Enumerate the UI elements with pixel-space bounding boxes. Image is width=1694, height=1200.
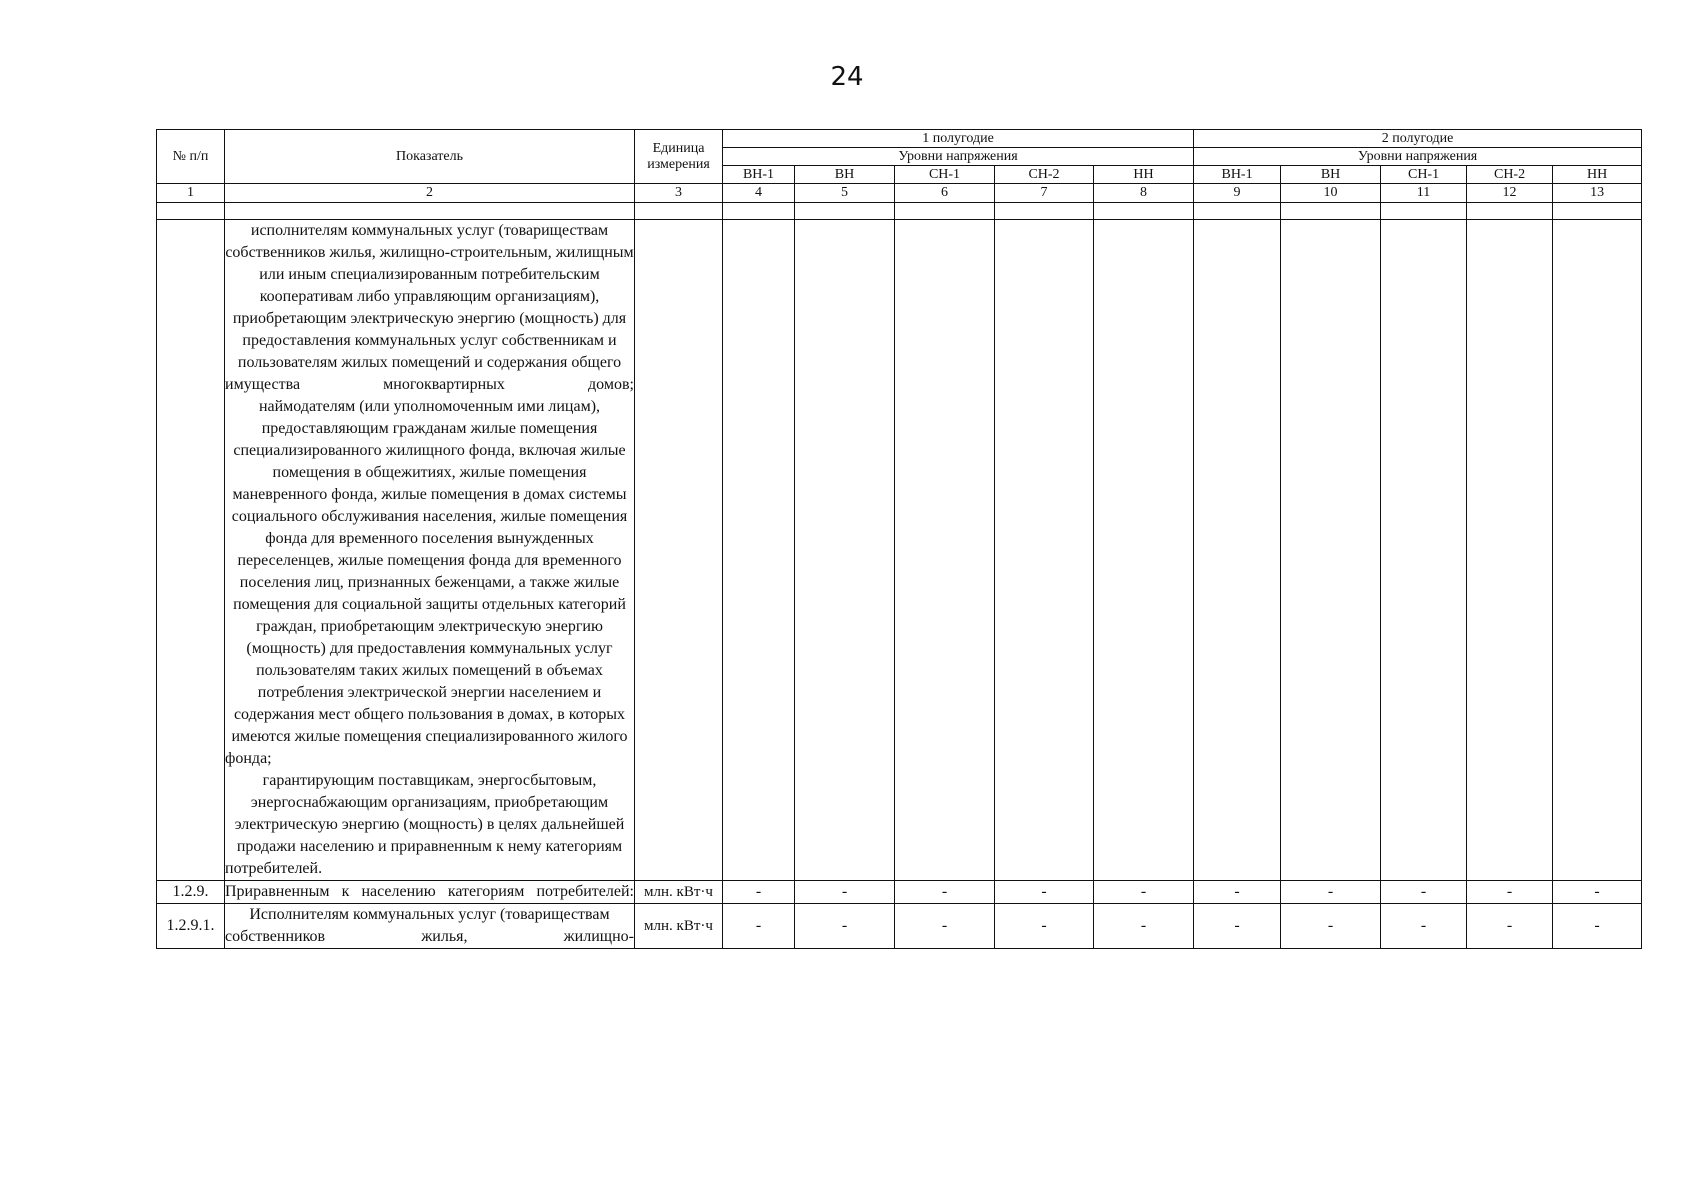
column-number: 13: [1553, 184, 1642, 203]
value-cell: -: [1094, 881, 1194, 904]
row-indicator: Исполнителям коммунальных услуг (товариществам собственников жилья, жилищно-: [225, 904, 635, 949]
row-code: 1.2.9.1.: [157, 904, 225, 949]
value-cell: -: [795, 881, 895, 904]
row-indicator: Приравненным к населению категориям потребителей:: [225, 881, 635, 904]
header-level: СН-2: [1467, 166, 1553, 184]
header-level: ВН-1: [723, 166, 795, 184]
header-half-2: 2 полугодие: [1194, 130, 1642, 148]
value-cell: -: [995, 904, 1094, 949]
row-code: 1.2.9.: [157, 881, 225, 904]
value-cell: -: [1381, 881, 1467, 904]
value-cell: -: [1281, 904, 1381, 949]
header-level: ВН-1: [1194, 166, 1281, 184]
row-unit: млн. кВт·ч: [635, 881, 723, 904]
column-number: 10: [1281, 184, 1381, 203]
header-level: ВН: [1281, 166, 1381, 184]
header-level: НН: [1094, 166, 1194, 184]
column-number: 11: [1381, 184, 1467, 203]
value-cell: -: [1281, 881, 1381, 904]
code-cell: [157, 220, 225, 881]
value-cell: -: [795, 904, 895, 949]
header-voltage-levels-2: Уровни напряжения: [1194, 148, 1642, 166]
header-level: СН-2: [995, 166, 1094, 184]
value-cell: -: [723, 881, 795, 904]
column-number: 5: [795, 184, 895, 203]
indicator-paragraph: гарантирующим поставщикам, энергосбытовым, энергоснабжающим организациям, приобретающим электрическую энергию (мощность) в целях дальнейшей продажи населению и приравненным к нему категориям потребителей.: [225, 772, 625, 877]
header-level: СН-1: [1381, 166, 1467, 184]
header-level: СН-1: [895, 166, 995, 184]
value-cell: -: [895, 881, 995, 904]
value-cell: -: [1467, 904, 1553, 949]
header-level: ВН: [795, 166, 895, 184]
column-number: 3: [635, 184, 723, 203]
column-number: 12: [1467, 184, 1553, 203]
column-number: 8: [1094, 184, 1194, 203]
header-col-unit: Единица измерения: [635, 130, 723, 184]
table-row: [157, 904, 1642, 949]
column-number: 4: [723, 184, 795, 203]
header-col-no: № п/п: [157, 130, 225, 184]
value-cell: -: [723, 904, 795, 949]
header-level: НН: [1553, 166, 1642, 184]
value-cell: -: [1467, 881, 1553, 904]
value-cell: -: [1194, 881, 1281, 904]
value-cell: -: [1553, 904, 1642, 949]
table-row: [157, 881, 1642, 904]
indicator-text-cell: [225, 220, 635, 881]
column-number: 6: [895, 184, 995, 203]
value-cell: -: [1553, 881, 1642, 904]
column-number: 2: [225, 184, 635, 203]
column-number: 7: [995, 184, 1094, 203]
tariff-table: [156, 129, 1642, 949]
page-number: 24: [830, 62, 864, 92]
column-number: 9: [1194, 184, 1281, 203]
header-col-indicator: Показатель: [225, 130, 635, 184]
indicator-paragraph: исполнителям коммунальных услуг (товариществам собственников жилья, жилищно-строительным, жилищным или иным специализированным потребительским кооперативам либо управляющим организациям), приобретающим электрическую энергию (мощность) для предоставления коммунальных услуг собственникам и пользователям жилых помещений и содержания общего имущества многоквартирных домов;: [225, 222, 634, 393]
value-cell: -: [995, 881, 1094, 904]
value-cell: -: [895, 904, 995, 949]
header-voltage-levels-1: Уровни напряжения: [723, 148, 1194, 166]
value-cell: -: [1194, 904, 1281, 949]
column-number: 1: [157, 184, 225, 203]
value-cell: -: [1094, 904, 1194, 949]
row-unit: млн. кВт·ч: [635, 904, 723, 949]
spacer-row: [157, 203, 1642, 220]
value-cell: -: [1381, 904, 1467, 949]
column-numbers-row: [157, 184, 1642, 203]
continuation-row: [157, 220, 1642, 881]
header-half-1: 1 полугодие: [723, 130, 1194, 148]
indicator-paragraph: наймодателям (или уполномоченным ими лицам), предоставляющим гражданам жилые помещения специализированного жилищного фонда, включая жилые помещения в общежитиях, жилые помещения маневренного фонда, жилые помещения в домах системы социального обслуживания населения, жилые помещения фонда для временного поселения вынужденных переселенцев, жилые помещения фонда для временного поселения лиц, признанных беженцами, а также жилые помещения для социальной защиты отдельных категорий граждан, приобретающим электрическую энергию (мощность) для предоставления коммунальных услуг пользователям таких жилых помещений в объемах потребления электрической энергии населением и содержания мест общего пользования в домах, в которых имеются жилые помещения специализированного жилого фонда;: [225, 398, 628, 767]
